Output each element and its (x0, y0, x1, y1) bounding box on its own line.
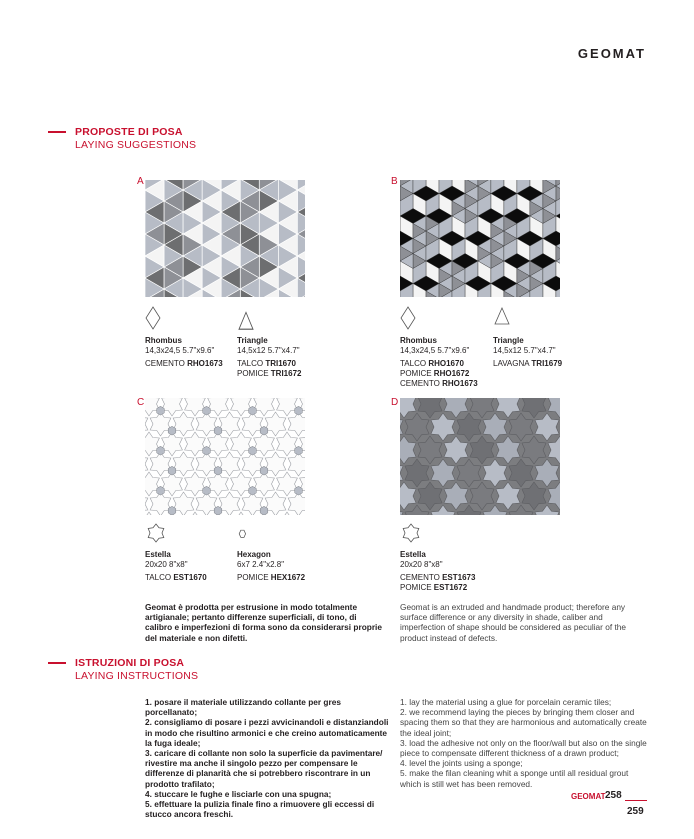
instruction-step: 3. caricare di collante non solo la superficie da pavimentare/ rivestire ma anche il singolo pezzo per compensare le differenze di planarità che si potrebbero riscontrare in un prodotto trafilato; (145, 748, 383, 789)
section-rule (48, 131, 66, 133)
hexagon-tile (249, 406, 257, 415)
panel-d-label: D (391, 397, 399, 408)
product-code-line (237, 359, 301, 369)
star-tiling-pattern-image (400, 398, 560, 515)
code: TRI1679 (531, 359, 563, 368)
product-size: 20x20 8"x8" (400, 560, 443, 569)
code: EST1673 (442, 573, 476, 582)
hexagon-tile (295, 446, 303, 455)
product-c1 (145, 522, 207, 583)
triangle-icon (493, 306, 511, 330)
finish: TALCO (237, 359, 264, 368)
hexagon-tile (214, 506, 222, 515)
note-italian: Geomat è prodotta per estrusione in modo totalmente artigianale; pertanto differenze superficiali, di tono, di calibro e imperfezioni di forma sono da considerarsi proprie del materiale e non difetti. (145, 602, 382, 643)
hexagon-tile (168, 466, 176, 475)
hexagon-tile (260, 426, 268, 435)
product-name: Triangle (237, 336, 268, 345)
panel-d-pattern (400, 398, 560, 515)
code: RHO1673 (187, 359, 223, 368)
product-code-line (237, 369, 301, 379)
hexagon-tile (168, 426, 176, 435)
code: TRI1670 (265, 359, 296, 368)
hexagon-tile (203, 486, 211, 495)
hexagon-tile (214, 426, 222, 435)
rhombus-triangle-pattern-image (145, 180, 305, 297)
hexagon-icon (237, 522, 259, 544)
hexagon-tile (295, 406, 303, 415)
panel-c-pattern (145, 398, 305, 515)
product-name: Estella (400, 550, 426, 559)
finish: POMICE (237, 573, 269, 582)
hexagon-tile (203, 406, 211, 415)
brand-title: GEOMAT (577, 46, 646, 61)
star-icon (400, 522, 422, 544)
hexagon-tile (168, 506, 176, 515)
code: RHO1673 (442, 379, 478, 388)
product-a2 (237, 306, 301, 379)
rhombus-icon (145, 306, 161, 330)
finish: CEMENTO (400, 573, 440, 582)
finish: LAVAGNA (493, 359, 530, 368)
product-name: Hexagon (237, 550, 271, 559)
star-icon (145, 522, 167, 544)
hexagon-tile (295, 486, 303, 495)
triangle-piece (556, 246, 560, 261)
instruction-step: 4. stuccare le fughe e lisciarle con una spugna; (145, 788, 332, 799)
hexagon-tile (260, 506, 268, 515)
footer-page-left: 258 (605, 790, 622, 801)
panel-a-label: A (137, 176, 144, 187)
panel-b-pattern (400, 180, 560, 297)
product-code-line (493, 359, 562, 369)
finish: POMICE (237, 369, 269, 378)
product-b1 (400, 306, 478, 389)
section-title-en: LAYING SUGGESTIONS (75, 139, 197, 151)
product-code-line (145, 573, 207, 583)
triangle-icon (237, 306, 255, 330)
product-code-line (237, 573, 305, 583)
star-hexagon-pattern-image (145, 398, 305, 515)
instruction-step: 1. posare il materiale utilizzando collante per gres porcellanato; (145, 697, 341, 718)
product-size: 14,3x24,5 5.7"x9.6" (145, 346, 215, 355)
panel-a-pattern (145, 180, 305, 297)
instruction-step: 1. lay the material using a glue for porcelain ceramic tiles; (400, 697, 612, 707)
code: TRI1672 (270, 369, 302, 378)
panel-b-label: B (391, 176, 398, 187)
section-title-en: LAYING INSTRUCTIONS (75, 670, 199, 682)
product-size: 6x7 2.4"x2.8" (237, 560, 285, 569)
finish: CEMENTO (145, 359, 185, 368)
hexagon-tile (157, 486, 165, 495)
instruction-step: 2. consigliamo di posare i pezzi avvicinandoli e distanziandoli in modo che risultino armonici e che creino automaticamente la fuga ideale; (145, 717, 389, 748)
section-title-it: PROPOSTE DI POSA (75, 126, 183, 138)
finish: POMICE (400, 369, 432, 378)
triangle-piece (556, 186, 560, 201)
product-c2 (237, 522, 305, 583)
hexagon-tile (203, 446, 211, 455)
product-code-line (400, 583, 475, 593)
product-size: 20x20 8"x8" (145, 560, 188, 569)
finish: CEMENTO (400, 379, 440, 388)
product-code-line (145, 359, 223, 369)
section-rule (48, 662, 66, 664)
product-d1 (400, 522, 475, 593)
product-name: Estella (145, 550, 171, 559)
hexagon-tile (157, 446, 165, 455)
instruction-step: 5. effettuare la pulizia finale fino a rimuovere gli eccessi di stucco ancora freschi. (145, 799, 375, 820)
product-code-line (400, 573, 475, 583)
product-code-line (400, 379, 478, 389)
product-code-line (400, 369, 478, 379)
panel-c-label: C (137, 397, 145, 408)
product-size: 14,5x12 5.7"x4.7" (493, 346, 556, 355)
code: EST1672 (433, 583, 468, 592)
code: RHO1672 (433, 369, 470, 378)
instructions-italian (145, 697, 390, 819)
instructions-english (400, 697, 648, 789)
cube-triangle-pattern-image (400, 180, 560, 297)
hexagon-tile (260, 466, 268, 475)
code: HEX1672 (270, 573, 306, 582)
code: EST1670 (173, 573, 207, 582)
instruction-step: 5. make the filan cleaning whit a sponge until all residual grout which is still wet has been removed. (400, 768, 629, 789)
finish: TALCO (145, 573, 172, 582)
code: RHO1670 (428, 359, 464, 368)
finish: TALCO (400, 359, 427, 368)
rhombus-icon (400, 306, 416, 330)
hexagon-tile (249, 486, 257, 495)
footer-page-right: 259 (627, 806, 644, 817)
footer-brand: GEOMAT (571, 792, 606, 801)
instruction-step: 3. load the adhesive not only on the floor/wall but also on the single piece to compensate different thickness of a drawn product; (400, 737, 647, 759)
product-name: Triangle (493, 336, 524, 345)
note-english: Geomat is an extruded and handmade product; therefore any surface difference or any diversity in shade, caliber and imperfection of shape should be considered as peculiar of the product instead of defects. (400, 602, 627, 643)
product-name: Rhombus (400, 336, 437, 345)
instruction-step: 4. level the joints using a sponge; (400, 758, 523, 769)
product-name: Rhombus (145, 336, 182, 345)
product-size: 14,5x12 5.7"x4.7" (237, 346, 300, 355)
hexagon-tile (214, 466, 222, 475)
product-b2 (493, 306, 562, 369)
product-size: 14,3x24,5 5.7"x9.6" (400, 346, 470, 355)
section-title-it: ISTRUZIONI DI POSA (75, 657, 185, 669)
product-a1 (145, 306, 223, 369)
hexagon-tile (249, 446, 257, 455)
instruction-step: 2. we recommend laying the pieces by bringing them closer and spacing them so that they are harmonious and automatically create the ideal joint; (400, 707, 647, 738)
footer-rule (625, 800, 647, 801)
product-code-line (400, 359, 478, 369)
finish: POMICE (400, 583, 432, 592)
hexagon-tile (157, 406, 165, 415)
